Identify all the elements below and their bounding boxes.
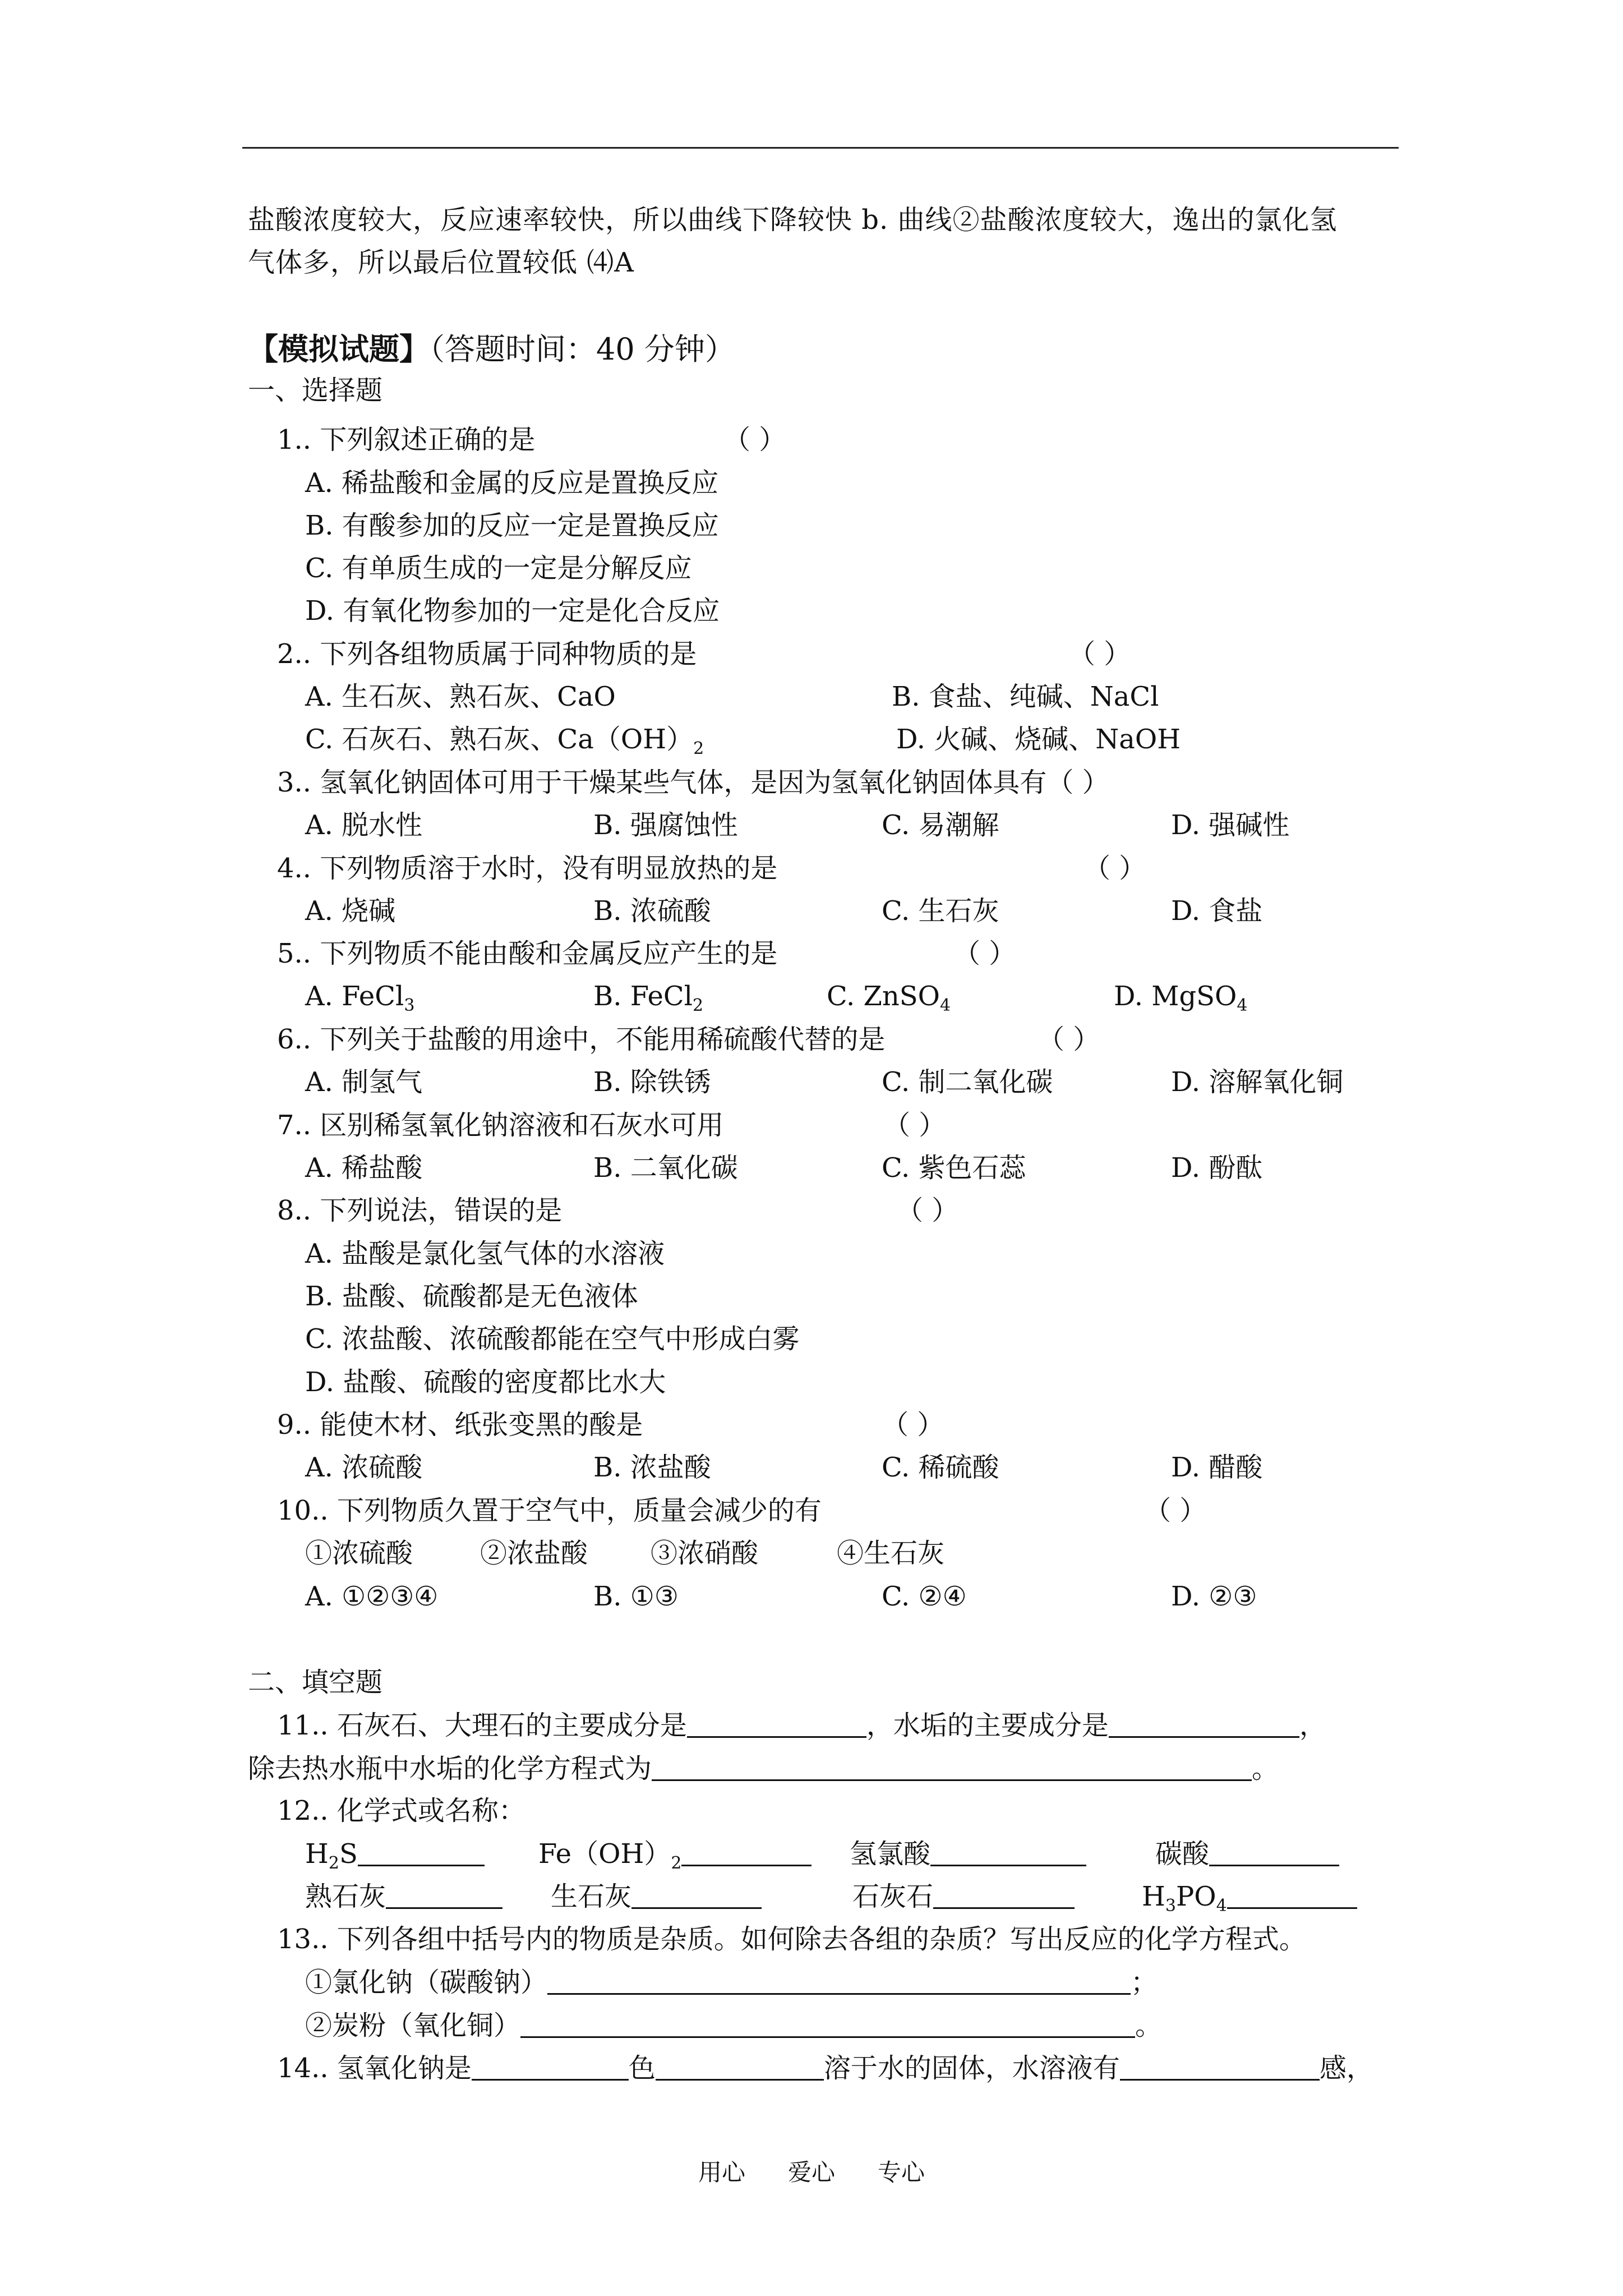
section-title-bold: 【模拟试题】 (248, 331, 430, 367)
q4-option-c: C. 生石灰 (882, 895, 999, 927)
q2-option-d: D. 火碱、烧碱、NaOH (896, 724, 1181, 755)
footer-word-2: 爱心 (787, 2159, 835, 2186)
q9-option-d: D. 醋酸 (1171, 1452, 1263, 1483)
q9-stem: 9.. 能使木材、纸张变黑的酸是 (277, 1409, 643, 1441)
q1-option-a: A. 稀盐酸和金属的反应是置换反应 (305, 467, 719, 499)
q5-option-a: A. FeCl$_3$ (305, 981, 415, 1015)
q1-option-b: B. 有酸参加的反应一定是置换反应 (305, 510, 719, 541)
section-title-time: （答题时间：40 分钟） (430, 332, 735, 367)
q2-stem: 2.. 下列各组物质属于同种物质的是 (277, 638, 697, 670)
footer-word-1: 用心 (698, 2159, 745, 2186)
q1-answer-paren: （ ） (723, 424, 786, 455)
q3-option-d: D. 强碱性 (1171, 809, 1290, 841)
q4-option-d: D. 食盐 (1171, 895, 1263, 927)
q8-option-b: B. 盐酸、硫酸都是无色液体 (305, 1281, 638, 1312)
intro-line-2: 气体多，所以最后位置较低 ⑷A (248, 247, 634, 278)
q9-answer-paren: （ ） (882, 1409, 944, 1441)
section-title (248, 331, 735, 367)
q9-option-c: C. 稀硫酸 (882, 1452, 999, 1483)
part1-title: 一、选择题 (248, 375, 383, 406)
q7-stem: 7.. 区别稀氢氧化钠溶液和石灰水可用 (277, 1110, 724, 1141)
q1-option-c: C. 有单质生成的一定是分解反应 (305, 553, 692, 584)
q12-quicklime: 生石灰 (551, 1883, 762, 1910)
q7-option-c: C. 紫色石蕊 (882, 1152, 1026, 1184)
q7-option-a: A. 稀盐酸 (305, 1152, 423, 1184)
q12-blank-h2s[interactable] (358, 1840, 485, 1866)
q12-h3po4: $H_3PO_4$ (1142, 1883, 1357, 1910)
q11-line-1: 11.. 石灰石、大理石的主要成分是 ，水垢的主要成分是 ， (277, 1710, 1326, 1741)
q10-option-a: A. ①②③④ (305, 1581, 439, 1612)
q6-answer-paren: （ ） (1038, 1024, 1100, 1055)
q8-stem: 8.. 下列说法，错误的是 (277, 1195, 562, 1226)
footer-word-3: 专心 (878, 2159, 925, 2186)
q11-blank-3[interactable] (652, 1755, 1252, 1781)
q9-option-b: B. 浓盐酸 (593, 1452, 711, 1483)
q4-answer-paren: （ ） (1083, 853, 1146, 884)
q13-item-2: ②炭粉（氧化铜） 。 (305, 2010, 1163, 2041)
q8-option-a: A. 盐酸是氯化氢气体的水溶液 (305, 1238, 665, 1269)
q12-blank-h2co3[interactable] (1209, 1840, 1339, 1866)
q12-slaked-lime: 熟石灰 (305, 1883, 502, 1910)
q5-answer-paren: （ ） (953, 938, 1016, 969)
q5-option-c: C. ZnSO$_4$ (827, 981, 951, 1015)
q12-blank-hcl[interactable] (930, 1840, 1086, 1866)
q5-option-d: D. MgSO$_4$ (1114, 981, 1248, 1015)
q8-option-d: D. 盐酸、硫酸的密度都比水大 (305, 1366, 666, 1398)
q7-option-d: D. 酚酞 (1171, 1152, 1263, 1184)
q10-stem: 10.. 下列物质久置于空气中，质量会减少的有 (277, 1495, 822, 1526)
q3-option-b: B. 强腐蚀性 (593, 809, 738, 841)
q10-option-c: C. ②④ (882, 1581, 967, 1612)
q4-option-a: A. 烧碱 (305, 895, 396, 927)
q10-item-4: ④生石灰 (837, 1538, 945, 1569)
q3-stem: 3.. 氢氧化钠固体可用于干燥某些气体，是因为氢氧化钠固体具有（ ） (277, 767, 1109, 798)
q5-option-b: B. FeCl$_2$ (593, 981, 704, 1015)
q13-item-1: ①氯化钠（碳酸钠） ； (305, 1967, 1158, 1998)
q13-stem: 13.. 下列各组中括号内的物质是杂质。如何除去各组的杂质？写出反应的化学方程式。 (277, 1924, 1306, 1955)
q10-item-3: ③浓硝酸 (651, 1538, 759, 1569)
q14-blank-2[interactable] (656, 2054, 824, 2081)
q4-option-b: B. 浓硫酸 (593, 895, 711, 927)
q12-blank-limestone[interactable] (933, 1883, 1075, 1909)
q10-option-b: B. ①③ (593, 1581, 679, 1612)
header-rule (242, 147, 1399, 149)
q6-stem: 6.. 下列关于盐酸的用途中，不能用稀硫酸代替的是 (277, 1024, 886, 1055)
q10-item-1: ①浓硫酸 (305, 1538, 413, 1569)
q1-option-d: D. 有氧化物参加的一定是化合反应 (305, 595, 720, 627)
q12-limestone: 石灰石 (852, 1883, 1075, 1910)
q2-answer-paren: （ ） (1068, 638, 1131, 670)
q8-answer-paren: （ ） (896, 1195, 959, 1226)
q7-option-b: B. 二氧化碳 (593, 1152, 738, 1184)
q11-blank-1[interactable] (687, 1711, 866, 1738)
q10-option-d: D. ②③ (1171, 1581, 1257, 1612)
q11-line-2: 除去热水瓶中水垢的化学方程式为 。 (248, 1753, 1279, 1784)
q9-option-a: A. 浓硫酸 (305, 1452, 423, 1483)
q10-answer-paren: （ ） (1144, 1495, 1207, 1526)
q2-option-a: A. 生石灰、熟石灰、CaO (305, 681, 616, 712)
q6-option-a: A. 制氢气 (305, 1066, 423, 1098)
q13-blank-2[interactable] (520, 2012, 1135, 2038)
q14-blank-1[interactable] (472, 2054, 629, 2081)
q13-blank-1[interactable] (547, 1968, 1131, 1995)
q3-option-c: C. 易潮解 (882, 809, 999, 841)
q10-item-2: ②浓盐酸 (480, 1538, 588, 1569)
q4-stem: 4.. 下列物质溶于水时，没有明显放热的是 (277, 853, 778, 884)
q7-answer-paren: （ ） (883, 1110, 946, 1141)
q12-blank-quicklime[interactable] (631, 1883, 762, 1909)
q12-blank-h3po4[interactable] (1227, 1883, 1357, 1909)
q1-stem: 1.. 下列叙述正确的是 (277, 424, 536, 455)
q12-blank-feoh2[interactable] (681, 1840, 811, 1866)
q11-blank-2[interactable] (1109, 1711, 1299, 1738)
q3-option-a: A. 脱水性 (305, 809, 423, 841)
q12-h2s: $H_2S$ (305, 1840, 485, 1867)
part2-title: 二、填空题 (248, 1667, 383, 1698)
q12-stem: 12.. 化学式或名称： (277, 1795, 525, 1826)
q12-hcl: 氢氯酸 (850, 1840, 1086, 1867)
q12-feoh2: $Fe(OH)_2$ (538, 1840, 811, 1867)
q6-option-b: B. 除铁锈 (593, 1066, 711, 1098)
q14-blank-3[interactable] (1120, 2054, 1320, 2081)
q5-stem: 5.. 下列物质不能由酸和金属反应产生的是 (277, 938, 778, 969)
page-footer (0, 2154, 1623, 2188)
intro-line-1: 盐酸浓度较大，反应速率较快，所以曲线下降较快 b. 曲线②盐酸浓度较大，逸出的氯化氢 (248, 204, 1338, 236)
q8-option-c: C. 浓盐酸、浓硫酸都能在空气中形成白雾 (305, 1323, 800, 1355)
q6-option-c: C. 制二氧化碳 (882, 1066, 1053, 1098)
q2-option-b: B. 食盐、纯碱、NaCl (892, 681, 1159, 712)
q14-line: 14.. 氢氧化钠是 色 溶于水的固体，水溶液有 感， (277, 2053, 1373, 2084)
q2-option-c: C. 石灰石、熟石灰、$Ca(OH)_2$ (305, 724, 704, 758)
q6-option-d: D. 溶解氧化铜 (1171, 1066, 1344, 1098)
q12-blank-slaked-lime[interactable] (386, 1883, 502, 1909)
q12-h2co3: 碳酸 (1155, 1840, 1339, 1867)
